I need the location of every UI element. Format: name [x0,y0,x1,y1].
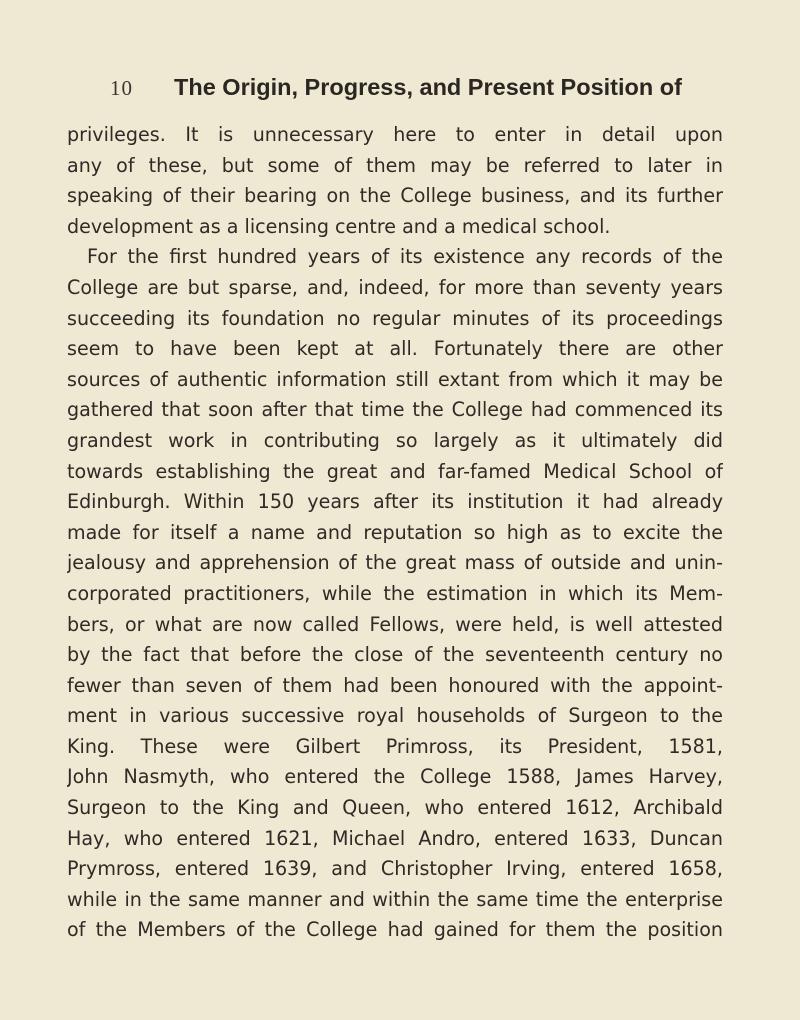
text-line: speaking of their bearing on the College business, and its further [67,184,723,208]
page-header [110,74,690,110]
text-line: towards establishing the great and far-famed Medical School of [67,459,723,483]
text-line: jealousy and apprehension of the great mass of outside and unin- [67,551,723,575]
text-line: by the fact that before the close of the seventeenth century no [67,643,723,667]
body-text [67,120,723,946]
text-line: grandest work in contributing so largely as it ultimately did [67,428,723,452]
text-line: privileges. It is unnecessary here to enter in detail upon [67,123,723,146]
text-line: of the Members of the College had gained for them the position [67,918,723,942]
text-line: seem to have been kept at all. Fortunately there are other [67,337,723,361]
text-line: sources of authentic information still extant from which it may be [67,367,723,391]
page-number: 10 [110,76,133,100]
text-line: corporated practitioners, while the estimation in which its Mem- [67,581,723,605]
text-line: succeeding its foundation no regular minutes of its proceedings [67,306,723,330]
text-line: King. These were Gilbert Primross, its President, 1581, [67,734,723,758]
text-line: Prymross, entered 1639, and Christopher Irving, entered 1658, [67,857,723,881]
text-line: while in the same manner and within the same time the enterprise [67,887,723,911]
text-line: development as a licensing centre and a medical school. [67,214,611,238]
text-line: fewer than seven of them had been honoured with the appoint- [67,673,723,697]
text-line: any of these, but some of them may be referred to later in [67,153,723,177]
text-line: Hay, who entered 1621, Michael Andro, entered 1633, Duncan [67,826,723,850]
text-line: ment in various successive royal households of Surgeon to the [67,704,723,728]
running-title: The Origin, Progress, and Present Position of [174,74,682,100]
text-line: John Nasmyth, who entered the College 1588, James Harvey, [67,765,723,789]
text-line: For the first hundred years of its existence any records of the [87,245,723,269]
text-line: gathered that soon after that time the College had commenced its [67,398,723,422]
text-line: Surgeon to the King and Queen, who entered 1612, Archibald [67,796,723,820]
text-line: bers, or what are now called Fellows, were held, is well attested [67,612,723,636]
text-line: College are but sparse, and, indeed, for more than seventy years [67,275,723,299]
text-line: Edinburgh. Within 150 years after its institution it had already [67,490,723,514]
text-line: made for itself a name and reputation so high as to excite the [67,520,723,544]
